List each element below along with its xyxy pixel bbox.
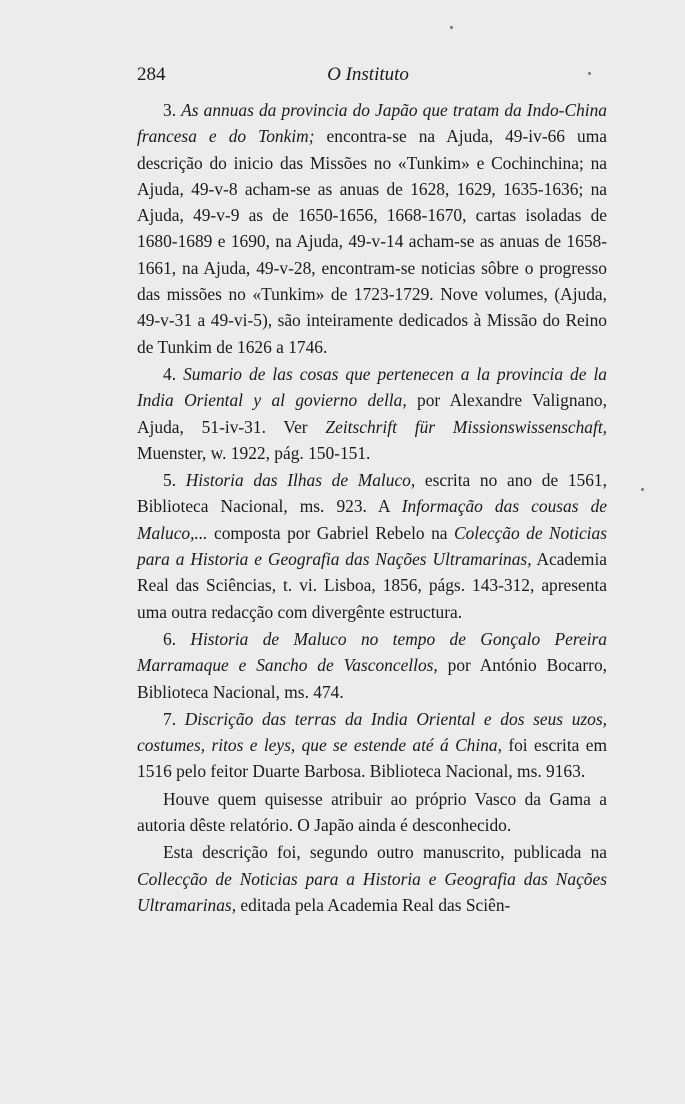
list-item-4	[137, 361, 607, 466]
page-header	[137, 64, 599, 90]
item-text: escrita no ano de 1561, Biblioteca Nacional, ms. 923. A	[137, 470, 607, 517]
item-title: Historia das Ilhas de Maluco,	[185, 470, 416, 491]
item-text: Academia Real das Sciências, t. vi. Lisboa, 1856, págs. 143-312, apresenta uma outra redacção com divergênte estructura.	[137, 549, 607, 622]
list-item-5	[137, 467, 607, 625]
item-text: Muenster, w. 1922, pág. 150-151.	[137, 442, 371, 463]
item-title: As annuas da provincia do Japão que tratam da Indo-China francesa e do Tonkim;	[137, 100, 607, 147]
item-text: foi escrita em 1516 pelo feitor Duarte Barbosa. Biblioteca Nacional, ms. 9163.	[137, 735, 607, 782]
item-text: por António Bocarro, Biblioteca Nacional, ms. 474.	[137, 655, 607, 702]
item-reference: Colecção de Noticias para a Historia e Geografia das Nações Ultramarinas,	[137, 522, 607, 570]
item-reference: Zeitschrift für Missionswissenschaft,	[325, 416, 607, 437]
paragraph-text: Esta descrição foi, segundo outro manuscrito, publicada na	[163, 842, 607, 863]
list-item-3	[137, 97, 607, 360]
item-title: Discrição das terras da India Oriental e dos seus uzos, costumes, ritos e leys, que se estende até á China,	[137, 708, 607, 756]
print-speck	[588, 72, 591, 75]
page-number: 284	[137, 64, 166, 85]
list-item-7	[137, 706, 607, 785]
item-number: 3.	[163, 100, 177, 120]
item-text: por Alexandre Valignano, Ajuda, 51-iv-31. Ver	[137, 390, 607, 437]
item-title: Historia de Maluco no tempo de Gonçalo Pereira Marramaque e Sancho de Vasconcellos,	[137, 628, 607, 676]
item-number: 4.	[163, 363, 177, 384]
page-body	[137, 97, 607, 918]
list-item-6	[137, 626, 607, 705]
item-title: Sumario de las cosas que pertenecen a la provincia de la India Oriental y al govierno della,	[137, 363, 607, 411]
item-number: 5.	[163, 470, 177, 491]
item-text: encontra-se na Ajuda, 49-iv-66 uma descrição do inicio das Missões no «Tunkim» e Cochinchina; na Ajuda, 49-v-8 acham-se as anuas de 1628, 1629, 1635-1636; na Ajuda, 49-v-9 as de 1650-1656, 1668-1670, cartas isoladas de 1680-1689 e 1690, na Ajuda, 49-v-14 acham-se as anuas de 1658-1661, na Ajuda, 49-v-28, encontram-se noticias sôbre o progresso das missões no «Tunkim» de 1723-1729. Nove volumes, (Ajuda, 49-v-31 a 49-vi-5), são inteiramente dedicados à Missão do Reino de Tunkim de 1626 a 1746.	[137, 126, 607, 357]
item-number: 7.	[163, 708, 177, 729]
paragraph-text: editada pela Academia Real das Sciên-	[236, 894, 511, 915]
running-title: O Instituto	[327, 64, 409, 85]
print-speck	[450, 26, 453, 29]
paragraph: Houve quem quisesse atribuir ao próprio Vasco da Gama a autoria dêste relatório. O Japão ainda é desconhecido.	[137, 788, 607, 836]
paragraph-reference: Collecção de Noticias para a Historia e Geografia das Nações Ultramarinas,	[137, 868, 607, 915]
paragraph	[137, 839, 607, 918]
item-reference: Informação das cousas de Maluco,...	[137, 496, 607, 543]
item-number: 6.	[163, 628, 177, 649]
print-speck	[641, 488, 644, 491]
item-text: composta por Gabriel Rebelo na	[207, 522, 454, 543]
